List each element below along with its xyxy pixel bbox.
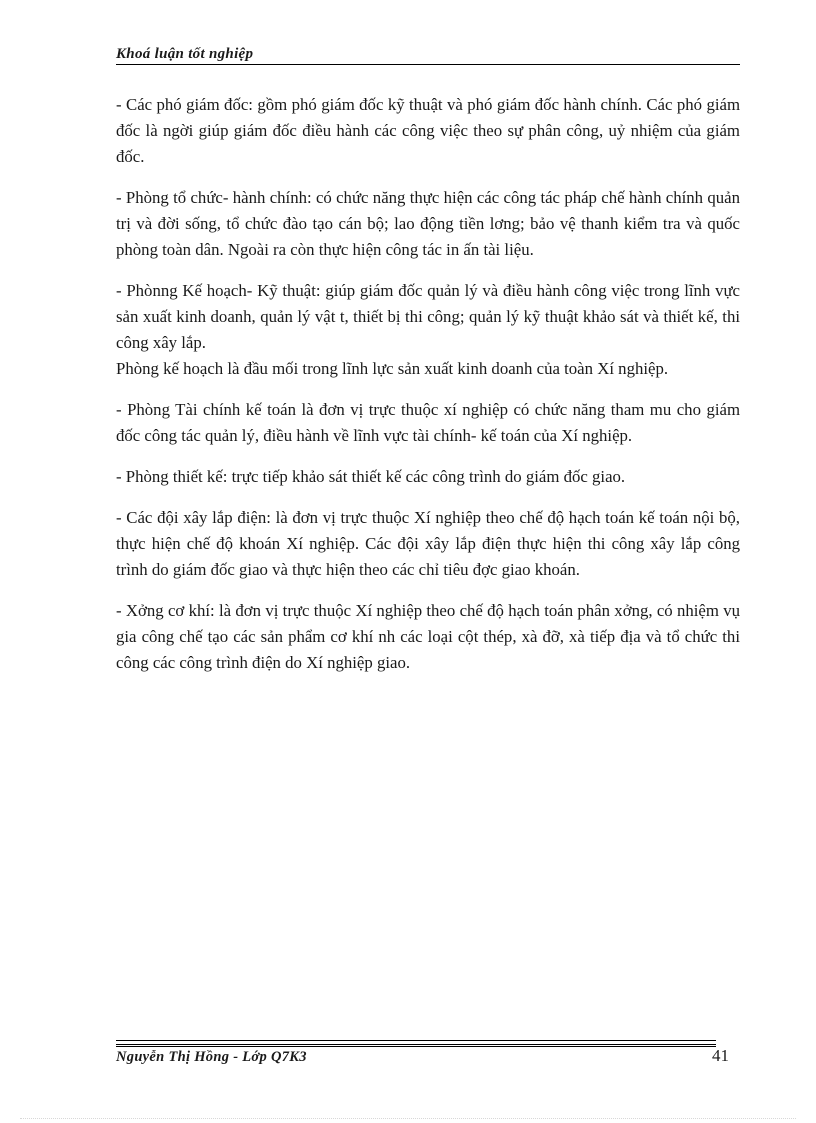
paragraph-doi-xay-lap: - Các đội xây lắp điện: là đơn vị trực thuộc Xí nghiệp theo chế độ hạch toán kế toán nội bộ, thực hiện chế độ khoán Xí nghiệp. Các đội xây lắp điện thực hiện thi công xây lắp công trình do giám đốc giao và thực hiện theo các chỉ tiêu đợc giao khoán. (116, 508, 740, 579)
paragraph-pho-giam-doc: - Các phó giám đốc: gồm phó giám đốc kỹ thuật và phó giám đốc hành chính. Các phó giám đốc là ngời giúp giám đốc điều hành các công việc theo sự phân công, uỷ nhiệm của giám đốc. (116, 95, 740, 166)
paragraph-phong-ke-hoach: - Phònng Kế hoạch- Kỹ thuật: giúp giám đốc quản lý và điều hành công việc trong lĩnh vực sản xuất kinh doanh, quản lý vật t, thiết bị thi công; quản lý kỹ thuật khảo sát và thiết kế, thi công xây lắp. (116, 281, 740, 352)
page-bottom-divider (20, 1118, 796, 1119)
header-title: Khoá luận tốt nghiệp (116, 46, 254, 62)
footer-author: Nguyễn Thị Hồng - Lớp Q7K3 (116, 1049, 307, 1065)
footer-double-rule (116, 1044, 716, 1047)
document-body (116, 92, 740, 691)
paragraph-phong-thiet-ke: - Phòng thiết kế: trực tiếp khảo sát thiết kế các công trình do giám đốc giao. (116, 467, 626, 486)
footer-rule (116, 1040, 716, 1041)
paragraph-phong-to-chuc: - Phòng tổ chức- hành chính: có chức năng thực hiện các công tác pháp chế hành chính quản trị và đời sống, tổ chức đào tạo cán bộ; lao động tiền lơng; bảo vệ thanh kiểm tra và quốc phòng toàn dân. Ngoài ra còn thực hiện công tác in ấn tài liệu. (116, 188, 740, 259)
paragraph-phong-tai-chinh: - Phòng Tài chính kế toán là đơn vị trực thuộc xí nghiệp có chức năng tham mu cho giám đốc công tác quản lý, điều hành về lĩnh vực tài chính- kế toán của Xí nghiệp. (116, 400, 740, 445)
page-number: 41 (712, 1046, 729, 1065)
paragraph-phong-ke-hoach-dau-moi: Phòng kế hoạch là đầu mối trong lĩnh lực sản xuất kinh doanh của toàn Xí nghiệp. (116, 359, 669, 378)
page-header (116, 44, 740, 65)
paragraph-xuong-co-khi: - Xởng cơ khí: là đơn vị trực thuộc Xí nghiệp theo chế độ hạch toán phân xởng, có nhiệm vụ gia công chế tạo các sản phẩm cơ khí nh các loại cột thép, xà đỡ, xà tiếp địa và tổ chức thi công các công trình điện do Xí nghiệp giao. (116, 601, 740, 672)
